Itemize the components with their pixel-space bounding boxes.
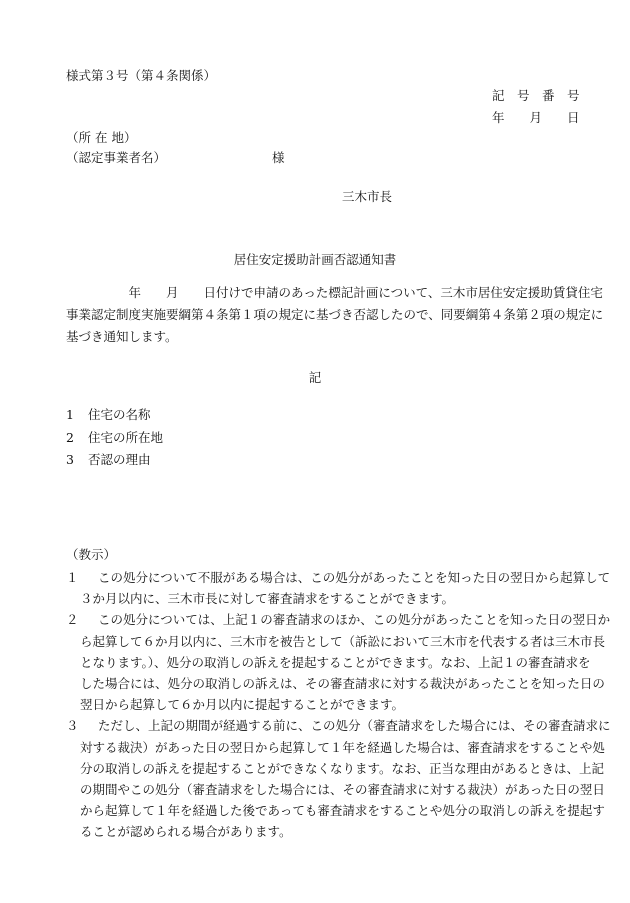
notice-line: ただし、上記の期間が経過する前に、この処分（審査請求をした場合には、その審査請求に xyxy=(98,718,611,734)
form-number: 様式第３号（第４条関係） xyxy=(66,68,217,83)
notice-line: の期間やこの処分（審査請求をした場合には、その審査請求に対する裁決）があった日の翌日 xyxy=(80,782,605,798)
list-item xyxy=(66,405,163,428)
notice-line: ３か月以内に、三木市長に対して審査請求をすることができます。 xyxy=(80,591,455,607)
ki-heading: 記 xyxy=(308,370,322,385)
notice-line: この処分については、上記１の審査請求のほか、この処分があったことを知った日の翌日か xyxy=(98,612,611,628)
honorific: 様 xyxy=(272,150,285,165)
item-number: 3 xyxy=(66,452,74,467)
notice-line: ら起算して６か月以内に、三木市を被告として（訴訟において三木市を代表する者は三木市長 xyxy=(80,633,606,649)
item-list xyxy=(66,405,163,473)
notice-list xyxy=(66,567,611,843)
addressee-name-label: （認定事業者名） xyxy=(66,150,167,165)
notice-number: ２ xyxy=(66,612,79,628)
item-label: 住宅の所在地 xyxy=(88,429,164,445)
notice-line: 分の取消しの訴えを提起することができなくなります。なお、正当な理由があるときは、上記 xyxy=(80,760,605,776)
date-label: 年 月 日 xyxy=(492,110,580,125)
notice-line: した場合には、処分の取消しの訴えは、その審査請求に対する裁決があったことを知った日の xyxy=(80,676,605,692)
notice-number: ３ xyxy=(66,718,79,734)
notice-line: この処分について不服がある場合は、この処分があったことを知った日の翌日から起算して xyxy=(98,570,611,585)
notice-item xyxy=(66,567,611,609)
notice-number: １ xyxy=(66,570,79,585)
notice-line: 対する裁決）があった日の翌日から起算して１年を経過した場合は、審査請求をすることや処 xyxy=(80,739,605,755)
document-title: 居住安定援助計画否認通知書 xyxy=(233,252,397,267)
body-line: 基づき通知します。 xyxy=(66,329,178,344)
item-number: 1 xyxy=(66,407,74,422)
addressee-name-row xyxy=(66,148,285,168)
issuer: 三木市長 xyxy=(342,189,393,204)
body-text xyxy=(66,282,604,348)
notice-item xyxy=(66,715,611,842)
list-item xyxy=(66,450,163,473)
addressee-location: （所 在 地） xyxy=(66,130,137,145)
body-line: 事業認定制度実施要綱第４条第１項の規定に基づき否認したので、同要綱第４条第２項の規定に xyxy=(66,307,604,322)
notice-line: ることが認められる場合があります。 xyxy=(80,824,292,840)
addressee-block xyxy=(66,128,285,168)
item-label: 否認の理由 xyxy=(88,452,151,467)
notice-line: 翌日から起算して６か月以内に提起することができます。 xyxy=(80,697,405,713)
item-number: 2 xyxy=(66,429,74,445)
list-item xyxy=(66,428,163,451)
notice-item xyxy=(66,609,611,715)
item-label: 住宅の名称 xyxy=(88,407,151,422)
notice-heading: （教示） xyxy=(66,547,117,562)
notice-line: から起算して１年を経過した後であっても審査請求をすることや処分の取消しの訴えを提起す xyxy=(80,803,605,819)
reference-number-label: 記 号 番 号 xyxy=(492,88,580,103)
body-line: 年 月 日付けで申請のあった標記計画について、三木市居住安定援助賃貸住宅 xyxy=(66,285,603,300)
notice-line: となります。）、処分の取消しの訴えを提起することができます。なお、上記１の審査請求を xyxy=(80,654,591,670)
